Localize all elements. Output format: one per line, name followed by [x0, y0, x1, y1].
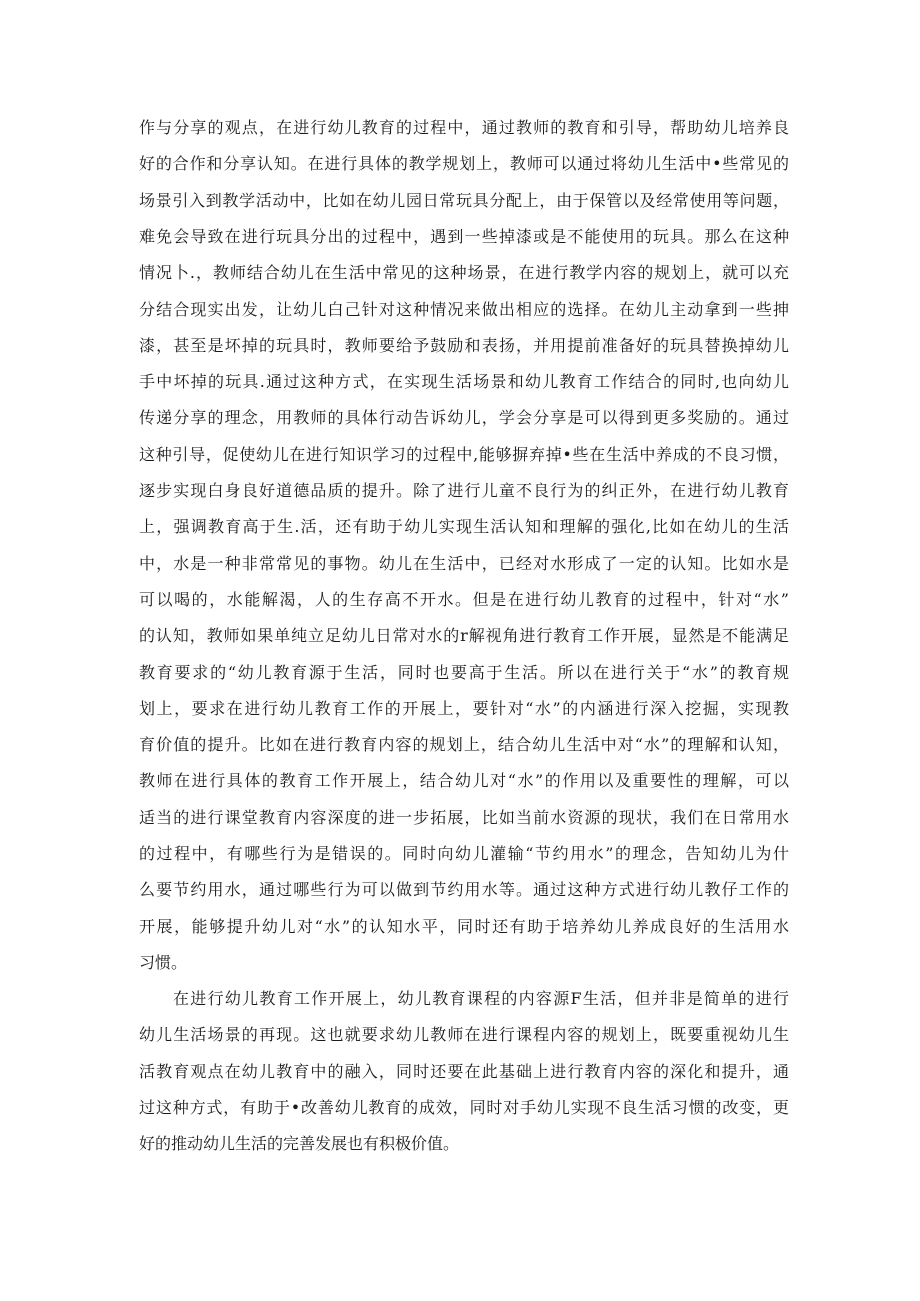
text-line: 的认知，教师如果单纯立足幼儿日常对水的r解视角进行教育工作开展，显然是不能满足 [139, 626, 789, 646]
text-line: 的过程中，有哪些行为是错误的。同时向幼儿灌输“节约用水”的理念，告知幼儿为什 [139, 844, 789, 863]
text-line: 情况卜.，教师结合幼儿在生活中常见的这种场景，在进行教学内容的规划上，就可以充 [139, 263, 789, 283]
text-line: 在进行幼儿教育工作开展上，幼儿教育课程的内容源F生活，但并非是简单的进行 [173, 989, 789, 1008]
text-line: 漆，甚至是坏掉的玩具时，教师要给予鼓励和表扬，并用提前准备好的玩具替换掉幼儿 [139, 335, 789, 355]
text-line: 传递分享的理念，用教师的具体行动告诉幼儿，学会分享是可以得到更多奖励的。通过 [139, 408, 789, 428]
text-line: 划上，要求在进行幼儿教育工作的开展上，要针对“水”的内涵进行深入挖掘，实现教 [139, 698, 789, 718]
text-line: 场景引入到教学活动中，比如在幼儿园日常玩具分配上，由于保管以及经常使用等问题， [139, 190, 789, 210]
text-line: 难免会导致在进行玩具分出的过程中，遇到一些掉漆或是不能使用的玩具。那么在这种 [139, 226, 789, 246]
text-line: 上，强调教育高于生.活，还有助于幼儿实现生活认知和理解的强化,比如在幼儿的生活 [139, 517, 789, 537]
text-line: 过这种方式，有助于•改善幼儿教育的成效，同时对手幼儿实现不良生活习惯的改变，更 [139, 1097, 789, 1117]
text-line: 活教育观点在幼儿教育中的融入，同时还要在此基础上进行教育内容的深化和提升，通 [139, 1061, 789, 1081]
text-line: 习惯。 [139, 952, 188, 972]
text-line: 好的合作和分享认知。在进行具体的教学规划上，教师可以通过将幼儿生活中•些常见的 [139, 154, 789, 174]
text-line: 教师在进行具体的教育工作开展上，结合幼儿对“水”的作用以及重要性的理解，可以 [139, 771, 789, 791]
text-line: 育价值的提升。比如在进行教育内容的规划上，结合幼儿生活中对“水”的理解和认知， [139, 735, 789, 755]
text-line: 这种引导，促使幼儿在进行知识学习的过程中,能够摒弃掉•些在生活中养成的不良习惯， [139, 444, 789, 464]
text-line: 逐步实现白身良好道德品质的提升。除了进行儿童不良行为的纠正外，在进行幼儿教育 [139, 481, 789, 500]
text-line: 适当的进行课堂教育内容深度的进一步拓展，比如当前水资源的现状，我们在日常用水 [139, 807, 789, 827]
text-line: 手中坏掉的玩具.通过这种方式，在实现生活场景和幼儿教育工作结合的同时,也向幼儿 [139, 372, 789, 392]
text-line: 教育要求的“幼儿教育源于生活，同时也要高于生活。所以在进行关于“水”的教育规 [139, 662, 789, 682]
text-line: 中，水是一种非常常见的事物。幼儿在生活中，已经对水形成了一定的认知。比如水是 [139, 553, 789, 573]
text-line: 开展，能够提升幼儿对“水”的认知水平，同时还有助于培养幼儿养成良好的生活用水 [139, 916, 789, 936]
text-line: 幼儿生活场景的再现。这也就要求幼儿教师在进行课程内容的规划上，既要重视幼儿生 [139, 1025, 789, 1045]
text-line: 好的推动幼儿生活的完善发展也有积极价值。 [139, 1134, 460, 1154]
text-line: 分结合现实出发，让幼儿白己针对这种情况来做出相应的选择。在幼儿主动拿到一些抻 [139, 299, 789, 319]
text-line: 作与分享的观点，在进行幼儿教育的过程中，通过教师的教育和引导，帮助幼儿培养良 [139, 118, 789, 137]
text-line: 么要节约用水，通过哪些行为可以做到节约用水等。通过这种方式进行幼儿教仔工作的 [139, 880, 789, 900]
text-line: 可以喝的，水能解渴，人的生存高不开水。但是在进行幼儿教育的过程中，针对“水” [139, 589, 789, 609]
